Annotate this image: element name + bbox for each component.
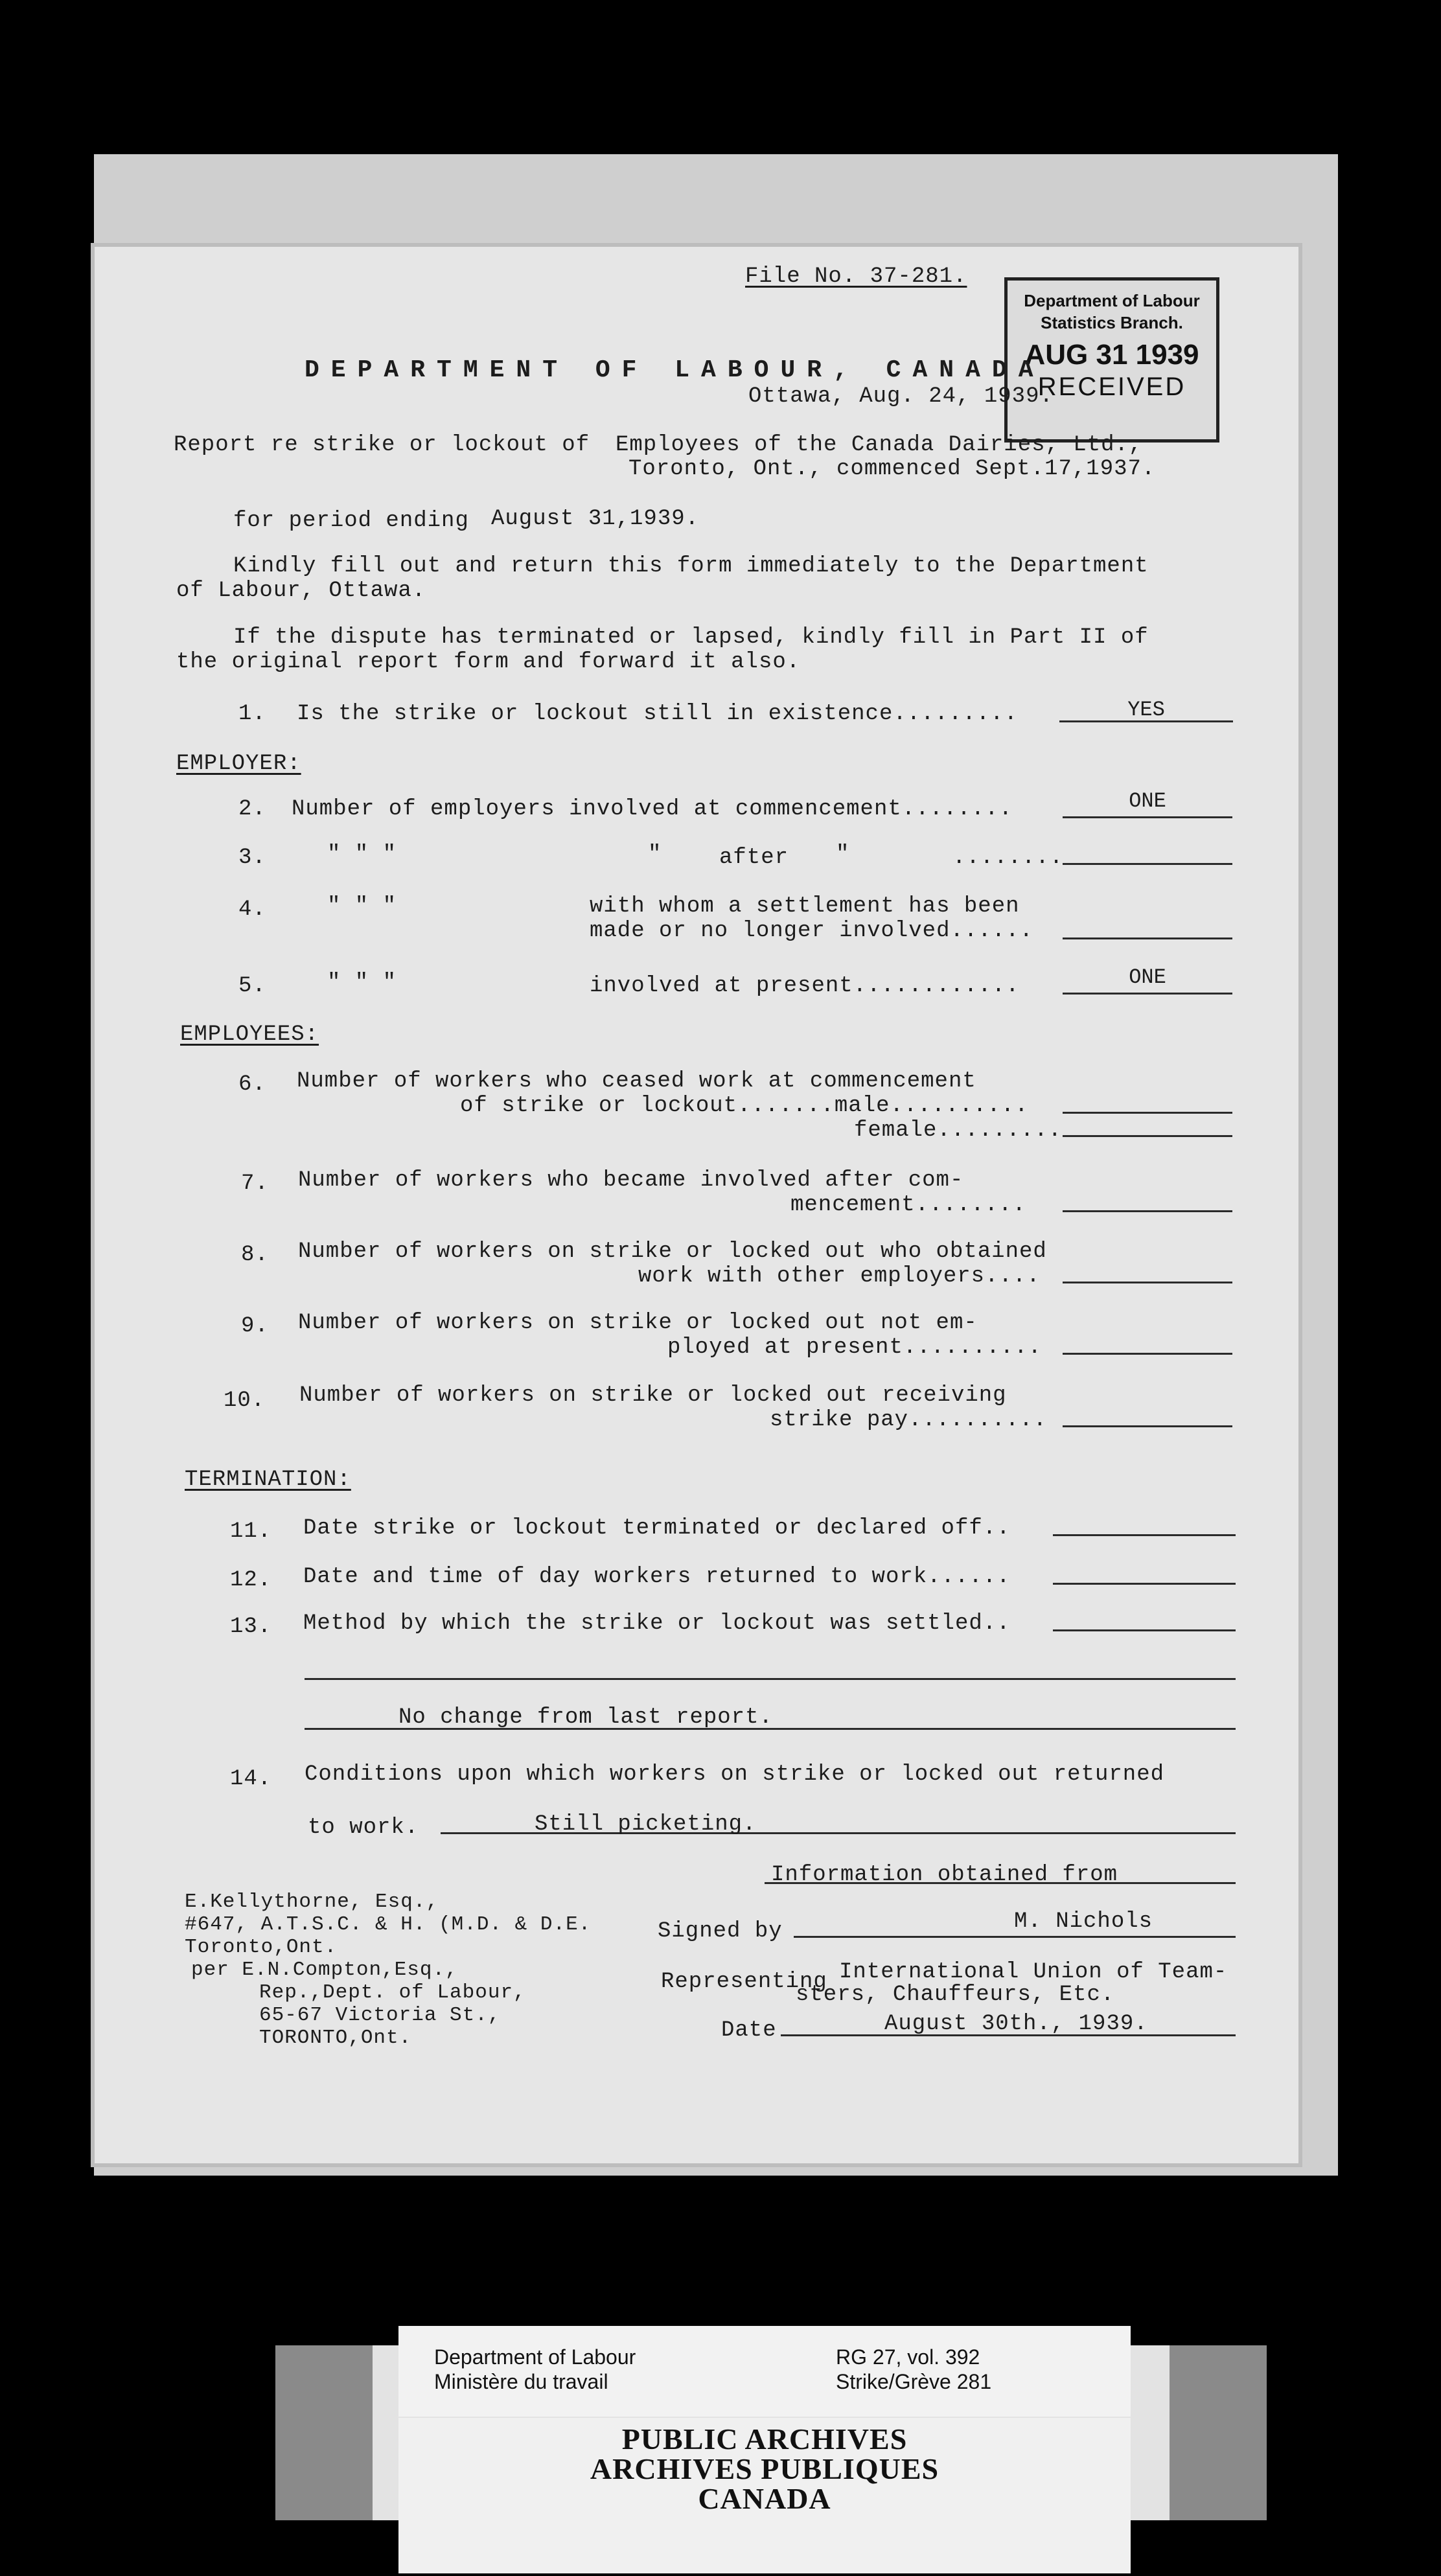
q1-text: Is the strike or lockout still in existence......... <box>297 702 1018 726</box>
archive-band-left-edge <box>275 2345 373 2520</box>
report-subject-line-2: Toronto, Ont., commenced Sept.17,1937. <box>628 457 1156 481</box>
q2-number: 2. <box>238 797 266 822</box>
addressee-line-1: E.Kellythorne, Esq., <box>185 1891 439 1913</box>
q13-answer-line <box>1053 1629 1236 1631</box>
archives-country: CANADA <box>698 2482 831 2515</box>
period-label: for period ending <box>233 509 469 533</box>
q10-text-line-1: Number of workers on strike or locked out receiving <box>299 1383 1007 1408</box>
instruction-line-2: of Labour, Ottawa. <box>176 579 426 603</box>
archive-reference-card <box>398 2326 1131 2417</box>
q3-number: 3. <box>238 845 266 870</box>
q6-text-line-1: Number of workers who ceased work at commencement <box>297 1069 976 1094</box>
q12-text: Date and time of day workers returned to work...... <box>303 1565 1011 1589</box>
addressee-line-3: Toronto,Ont. <box>185 1936 338 1959</box>
q7-text-line-1: Number of workers who became involved after com- <box>298 1168 964 1193</box>
period-value: August 31,1939. <box>491 507 700 531</box>
addressee-line-4: per E.N.Compton,Esq., <box>191 1959 458 1981</box>
q1-answer: YES <box>1127 698 1165 722</box>
signed-by-label: Signed by <box>658 1919 783 1944</box>
label-dept-fr: Ministère du travail <box>434 2370 608 2393</box>
q6-text-line-2: of strike or lockout.......male.......... <box>460 1094 1029 1118</box>
addressee-line-7: TORONTO,Ont. <box>259 2027 412 2049</box>
info-obtained-label: Information obtained from <box>771 1863 1118 1887</box>
q4-text-line-1: with whom a settlement has been <box>590 894 1020 919</box>
q11-number: 11. <box>230 1519 272 1544</box>
q3-text: after <box>719 845 789 870</box>
instruction-line-4: the original report form and forward it also. <box>176 650 801 674</box>
q5-answer-line <box>1063 993 1232 995</box>
stamp-branch: Statistics Branch. <box>1041 313 1183 332</box>
document-title: DEPARTMENT OF LABOUR, CANADA <box>305 356 1045 384</box>
q10-text-line-2: strike pay.......... <box>770 1408 1048 1432</box>
q11-text: Date strike or lockout terminated or declared off.. <box>303 1516 1011 1541</box>
q14-number: 14. <box>230 1767 272 1791</box>
signed-by-value: M. Nichols <box>1014 1909 1153 1934</box>
archives-fr: ARCHIVES PUBLIQUES <box>590 2452 940 2485</box>
q4-answer-line <box>1063 937 1232 939</box>
q9-text-line-1: Number of workers on strike or locked out not em- <box>298 1311 978 1335</box>
q14-text-line-1: Conditions upon which workers on strike or locked out returned <box>305 1762 1165 1787</box>
representing-value-line-2: sters, Chauffeurs, Etc. <box>796 1983 1115 2007</box>
q3-ditto-2: " <box>648 842 662 867</box>
file-number: File No. 37-281. <box>745 264 967 289</box>
q13-number: 13. <box>230 1615 272 1639</box>
q14-text-line-2: to work. <box>308 1815 419 1840</box>
q4-ditto: " " " <box>327 894 397 919</box>
stamp-date: AUG 31 1939 <box>1024 339 1199 371</box>
employees-heading: EMPLOYEES: <box>180 1022 319 1047</box>
q6-text-line-3: female......... <box>854 1118 1063 1143</box>
q3-dots: ........ <box>952 845 1064 870</box>
instruction-line-3: If the dispute has terminated or lapsed, kindly fill in Part II of <box>233 625 1149 650</box>
q8-number: 8. <box>241 1243 269 1267</box>
q8-text-line-1: Number of workers on strike or locked out who obtained <box>298 1239 1047 1264</box>
label-dept-en: Department of Labour <box>434 2345 636 2369</box>
q7-text-line-2: mencement........ <box>790 1193 1026 1217</box>
q7-answer-line <box>1063 1210 1232 1212</box>
date-label: Date <box>721 2018 777 2043</box>
q5-answer: ONE <box>1129 965 1166 989</box>
archives-en: PUBLIC ARCHIVES <box>621 2422 908 2455</box>
representing-label: Representing <box>661 1970 827 1994</box>
q14-answer: Still picketing. <box>535 1812 757 1837</box>
q6-number: 6. <box>238 1072 266 1097</box>
q13-continuation-line <box>305 1678 1236 1680</box>
q4-number: 4. <box>238 897 266 922</box>
q8-answer-line <box>1063 1282 1232 1283</box>
q1-number: 1. <box>238 702 266 726</box>
stamp-department: Department of Labour <box>1024 291 1200 310</box>
label-ref-strike: Strike/Grève 281 <box>836 2370 992 2393</box>
q3-answer-line <box>1063 863 1232 865</box>
q6-male-answer-line <box>1063 1112 1232 1114</box>
q8-text-line-2: work with other employers.... <box>638 1264 1041 1289</box>
q11-answer-line <box>1053 1534 1236 1536</box>
instruction-line-1: Kindly fill out and return this form immediately to the Department <box>233 554 1149 579</box>
addressee-line-6: 65-67 Victoria St., <box>259 2004 501 2027</box>
q13-answer-2: No change from last report. <box>398 1705 773 1730</box>
stamp-status: RECEIVED <box>1037 373 1186 401</box>
q2-answer-line <box>1063 816 1232 818</box>
addressee-line-5: Rep.,Dept. of Labour, <box>259 1981 526 2004</box>
q13-text: Method by which the strike or lockout was settled.. <box>303 1611 1011 1636</box>
q10-number: 10. <box>224 1388 266 1413</box>
q7-number: 7. <box>241 1171 269 1196</box>
q5-text: involved at present............ <box>590 974 1020 998</box>
q9-answer-line <box>1063 1353 1232 1355</box>
q3-ditto: " " " <box>327 842 397 867</box>
employer-heading: EMPLOYER: <box>176 752 301 776</box>
q6-female-answer-line <box>1063 1135 1232 1137</box>
q2-text: Number of employers involved at commencement........ <box>292 797 1013 822</box>
place-date: Ottawa, Aug. 24, 1939. <box>748 384 1054 409</box>
archives-stamp <box>398 2418 1131 2573</box>
q12-number: 12. <box>230 1568 272 1593</box>
report-subject-line-1: Employees of the Canada Dairies, Ltd., <box>616 433 1143 457</box>
label-ref-volume: RG 27, vol. 392 <box>836 2345 980 2369</box>
signed-by-line <box>794 1936 1236 1938</box>
termination-heading: TERMINATION: <box>185 1467 351 1492</box>
q10-answer-line <box>1063 1425 1232 1427</box>
q3-ditto-3: " <box>836 842 850 867</box>
archive-band-right-edge <box>1170 2345 1267 2520</box>
q5-ditto: " " " <box>327 971 397 995</box>
addressee-line-2: #647, A.T.S.C. & H. (M.D. & D.E. <box>185 1913 592 1936</box>
q12-answer-line <box>1053 1583 1236 1585</box>
q4-text-line-2: made or no longer involved...... <box>590 919 1033 943</box>
q9-text-line-2: ployed at present.......... <box>667 1335 1042 1360</box>
q5-number: 5. <box>238 974 266 998</box>
q2-answer: ONE <box>1129 789 1166 813</box>
representing-value-line-1: International Union of Team- <box>839 1960 1228 1984</box>
q9-number: 9. <box>241 1314 269 1339</box>
date-value: August 30th., 1939. <box>884 2012 1148 2036</box>
report-prefix: Report re strike or lockout of <box>174 433 590 457</box>
